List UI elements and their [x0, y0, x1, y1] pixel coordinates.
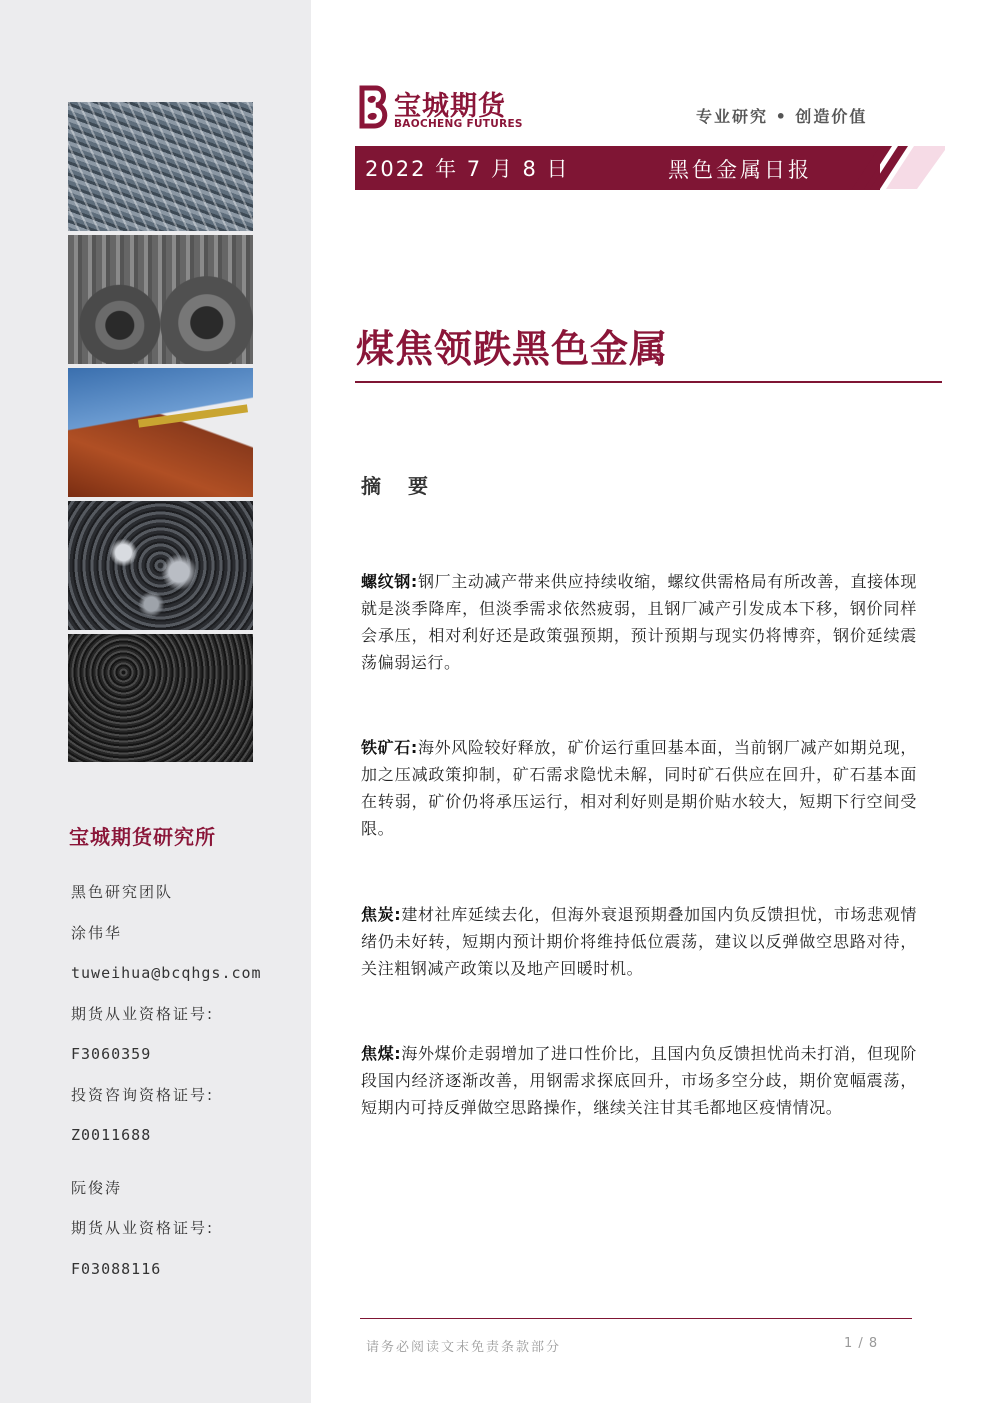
summary-coke	[361, 901, 917, 982]
cert-number: F03088116	[71, 1259, 162, 1278]
page-number: 1 / 8	[844, 1336, 879, 1351]
report-title: 煤焦领跌黑色金属	[356, 327, 669, 371]
photo-strip	[68, 102, 253, 762]
paragraph-text: 建材社库延续去化，但海外衰退预期叠加国内负反馈担忧，市场悲观情绪仍未好转，短期内预计期价将维持低位震荡，建议以反弹做空思路对待，关注粗钢减产政策以及地产回暖时机。	[361, 905, 917, 978]
paragraph-text: 海外风险较好释放，矿价运行重回基本面，当前钢厂减产如期兑现，加之压减政策抑制，矿石需求隐忧未解，同时矿石供应在回升，矿石基本面在转弱，矿价仍将承压运行，相对利好则是期价贴水较大，短期下行空间受限。	[361, 738, 917, 838]
analyst-info	[71, 880, 301, 1297]
paragraph-lead: 焦炭:	[361, 905, 402, 924]
report-banner	[355, 146, 945, 189]
logo-english-name: BAOCHENG FUTURES	[394, 118, 523, 130]
summary-heading: 摘 要	[361, 474, 438, 498]
analyst-name: 阮俊涛	[71, 1178, 123, 1197]
analyst-name: 涂伟华	[71, 923, 123, 942]
coal-photo	[68, 634, 253, 762]
paragraph-lead: 螺纹钢:	[361, 572, 418, 591]
coke-photo	[68, 501, 253, 630]
logo-chinese-name: 宝城期货	[394, 91, 506, 122]
slogan: 专业研究 • 创造价值	[696, 107, 868, 126]
cert-label: 期货从业资格证号:	[71, 1004, 215, 1023]
paragraph-text: 海外煤价走弱增加了进口性价比，且国内负反馈担忧尚未打消，但现阶段国内经济逐渐改善，用钢需求探底回升，市场多空分歧，期价宽幅震荡，短期内可持反弹做空思路操作，继续关注甘其毛都地区疫情情况。	[361, 1044, 917, 1117]
disclaimer-note: 请务必阅读文末免责条款部分	[366, 1340, 562, 1355]
cert-number: F3060359	[71, 1045, 152, 1063]
summary-coking-coal	[361, 1040, 917, 1121]
invest-cert-number: Z0011688	[71, 1126, 152, 1144]
analyst-email[interactable]: tuweihua@bcqhgs.com	[71, 964, 262, 982]
invest-cert-label: 投资咨询资格证号:	[71, 1085, 215, 1104]
header-rule	[355, 189, 880, 190]
title-rule	[355, 381, 942, 383]
report-type: 黑色金属日报	[668, 158, 812, 182]
iron-ore-photo	[68, 368, 253, 497]
footer-rule	[360, 1318, 912, 1319]
summary-iron-ore	[361, 734, 917, 842]
team-name: 黑色研究团队	[71, 883, 174, 901]
steel-coil-photo	[68, 235, 253, 364]
cert-label: 期货从业资格证号:	[71, 1219, 215, 1237]
paragraph-lead: 铁矿石:	[361, 738, 418, 757]
sidebar	[0, 0, 311, 1403]
banner-stripes-decoration	[850, 146, 945, 189]
company-logo	[356, 84, 526, 132]
summary-rebar	[361, 568, 917, 676]
logo-mark-icon	[356, 84, 390, 130]
report-date: 2022 年 7 月 8 日	[365, 157, 570, 181]
paragraph-text: 钢厂主动减产带来供应持续收缩，螺纹供需格局有所改善，直接体现就是淡季降库，但淡季需求依然疲弱，且钢厂减产引发成本下移，钢价同样会承压，相对利好还是政策强预期，预计预期与现实仍将博弈，钢价延续震荡偏弱运行。	[361, 572, 917, 672]
institute-name: 宝城期货研究所	[69, 825, 216, 849]
paragraph-lead: 焦煤:	[361, 1044, 402, 1063]
rebar-photo	[68, 102, 253, 231]
